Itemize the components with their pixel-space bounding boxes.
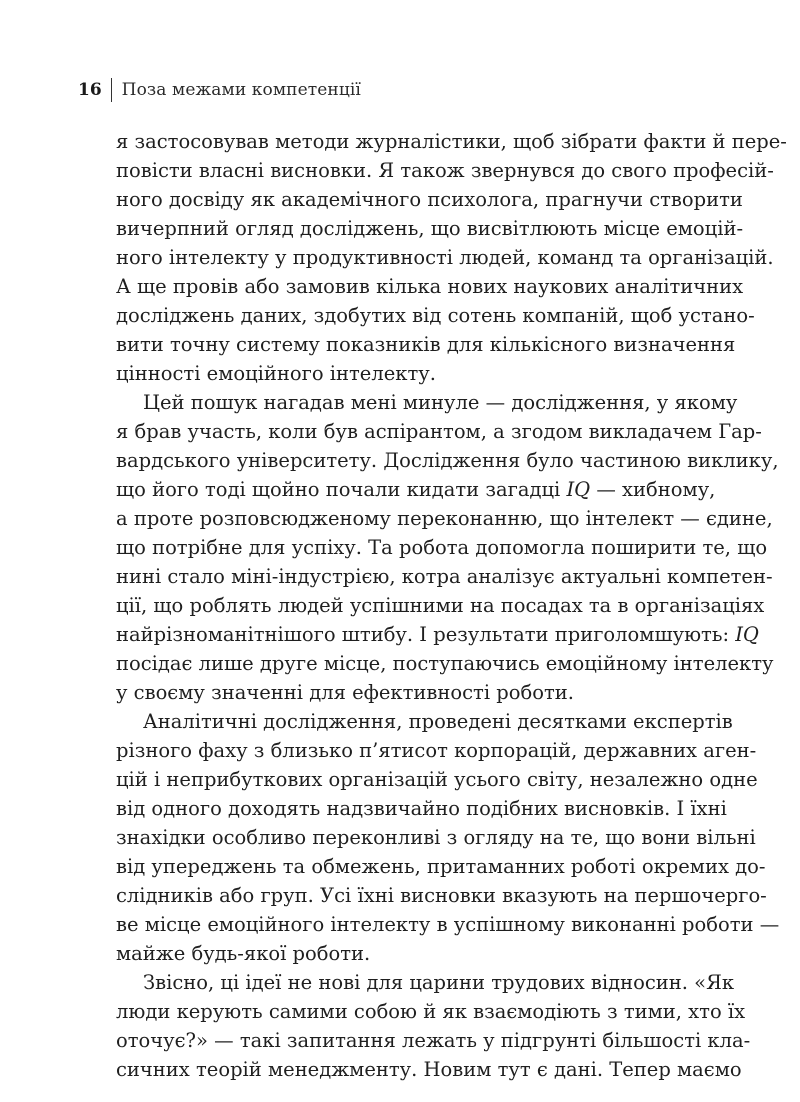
text-line: Аналітичні дослідження, проведені десятками експертів xyxy=(143,710,733,733)
text-line: від одного доходять надзвичайно подібних висновків. І їхні xyxy=(116,797,727,820)
text-line: що його тоді щойно почали кидати загадці IQ — хибному, xyxy=(116,478,716,501)
text-line: вичерпний огляд досліджень, що висвітлюють місце емоцій- xyxy=(116,217,744,240)
text-line: я брав участь, коли був аспірантом, а згодом викладачем Гар- xyxy=(116,420,762,443)
paragraph xyxy=(116,127,787,388)
text-line: нині стало міні-індустрією, котра аналізує актуальні компетен- xyxy=(116,565,773,588)
paragraph xyxy=(116,707,780,968)
body-text xyxy=(116,127,787,1084)
text-line: ції, що роблять людей успішними на посадах та в організаціях xyxy=(116,594,765,617)
text-line: у своєму значенні для ефективності роботи. xyxy=(116,681,574,704)
text-line: вити точну систему показників для кількісного визначення xyxy=(116,333,736,356)
text-line: від упереджень та обмежень, притаманних роботі окремих до- xyxy=(116,855,766,878)
text-line: оточує?» — такі запитання лежать у підгрунті більшості кла- xyxy=(116,1029,751,1052)
running-header xyxy=(78,78,361,102)
text-line: знахідки особливо переконливі з огляду на те, що вони вільні xyxy=(116,826,756,849)
text-line: посідає лише друге місце, поступаючись емоційному інтелекту xyxy=(116,652,774,675)
text-line: різного фаху з близько п’ятисот корпорацій, державних аген- xyxy=(116,739,757,762)
text-line: що потрібне для успіху. Та робота допомогла поширити те, що xyxy=(116,536,768,559)
paragraph xyxy=(116,968,751,1084)
text-line: вардського університету. Дослідження було частиною виклику, xyxy=(116,449,779,472)
text-line: майже будь-якої роботи. xyxy=(116,942,371,965)
text-line: досліджень даних, здобутих від сотень компаній, щоб устано- xyxy=(116,304,755,327)
text-line: ного інтелекту у продуктивності людей, команд та організацій. xyxy=(116,246,774,269)
text-line: цінності емоційного інтелекту. xyxy=(116,362,436,385)
text-line: найрізноманітнішого штибу. І результати приголомшують: IQ xyxy=(116,623,759,646)
text-line: А ще провів або замовив кілька нових наукових аналітичних xyxy=(116,275,744,298)
running-title: Поза межами компетенції xyxy=(121,80,361,100)
text-line: я застосовував методи журналістики, щоб зібрати факти й пере- xyxy=(116,130,787,153)
text-line: Звісно, ці ідеї не нові для царини трудових відносин. «Як xyxy=(143,971,735,994)
text-line: люди керують самими собою й як взаємодіють з тими, хто їх xyxy=(116,1000,746,1023)
header-divider xyxy=(111,78,112,102)
text-line: слідників або груп. Усі їхні висновки вказують на першочерго- xyxy=(116,884,767,907)
text-line: а проте розповсюдженому переконанню, що інтелект — єдине, xyxy=(116,507,773,530)
text-line: Цей пошук нагадав мені минуле — дослідження, у якому xyxy=(143,391,738,414)
text-line: ного досвіду як академічного психолога, прагнучи створити xyxy=(116,188,743,211)
paragraph xyxy=(116,388,779,707)
text-line: цій і неприбуткових організацій усього світу, незалежно одне xyxy=(116,768,758,791)
page-number: 16 xyxy=(78,80,102,100)
text-line: повісти власні висновки. Я також звернувся до свого професій- xyxy=(116,159,774,182)
text-line: сичних теорій менеджменту. Новим тут є дані. Тепер маємо xyxy=(116,1058,742,1081)
text-line: ве місце емоційного інтелекту в успішному виконанні роботи — xyxy=(116,913,780,936)
